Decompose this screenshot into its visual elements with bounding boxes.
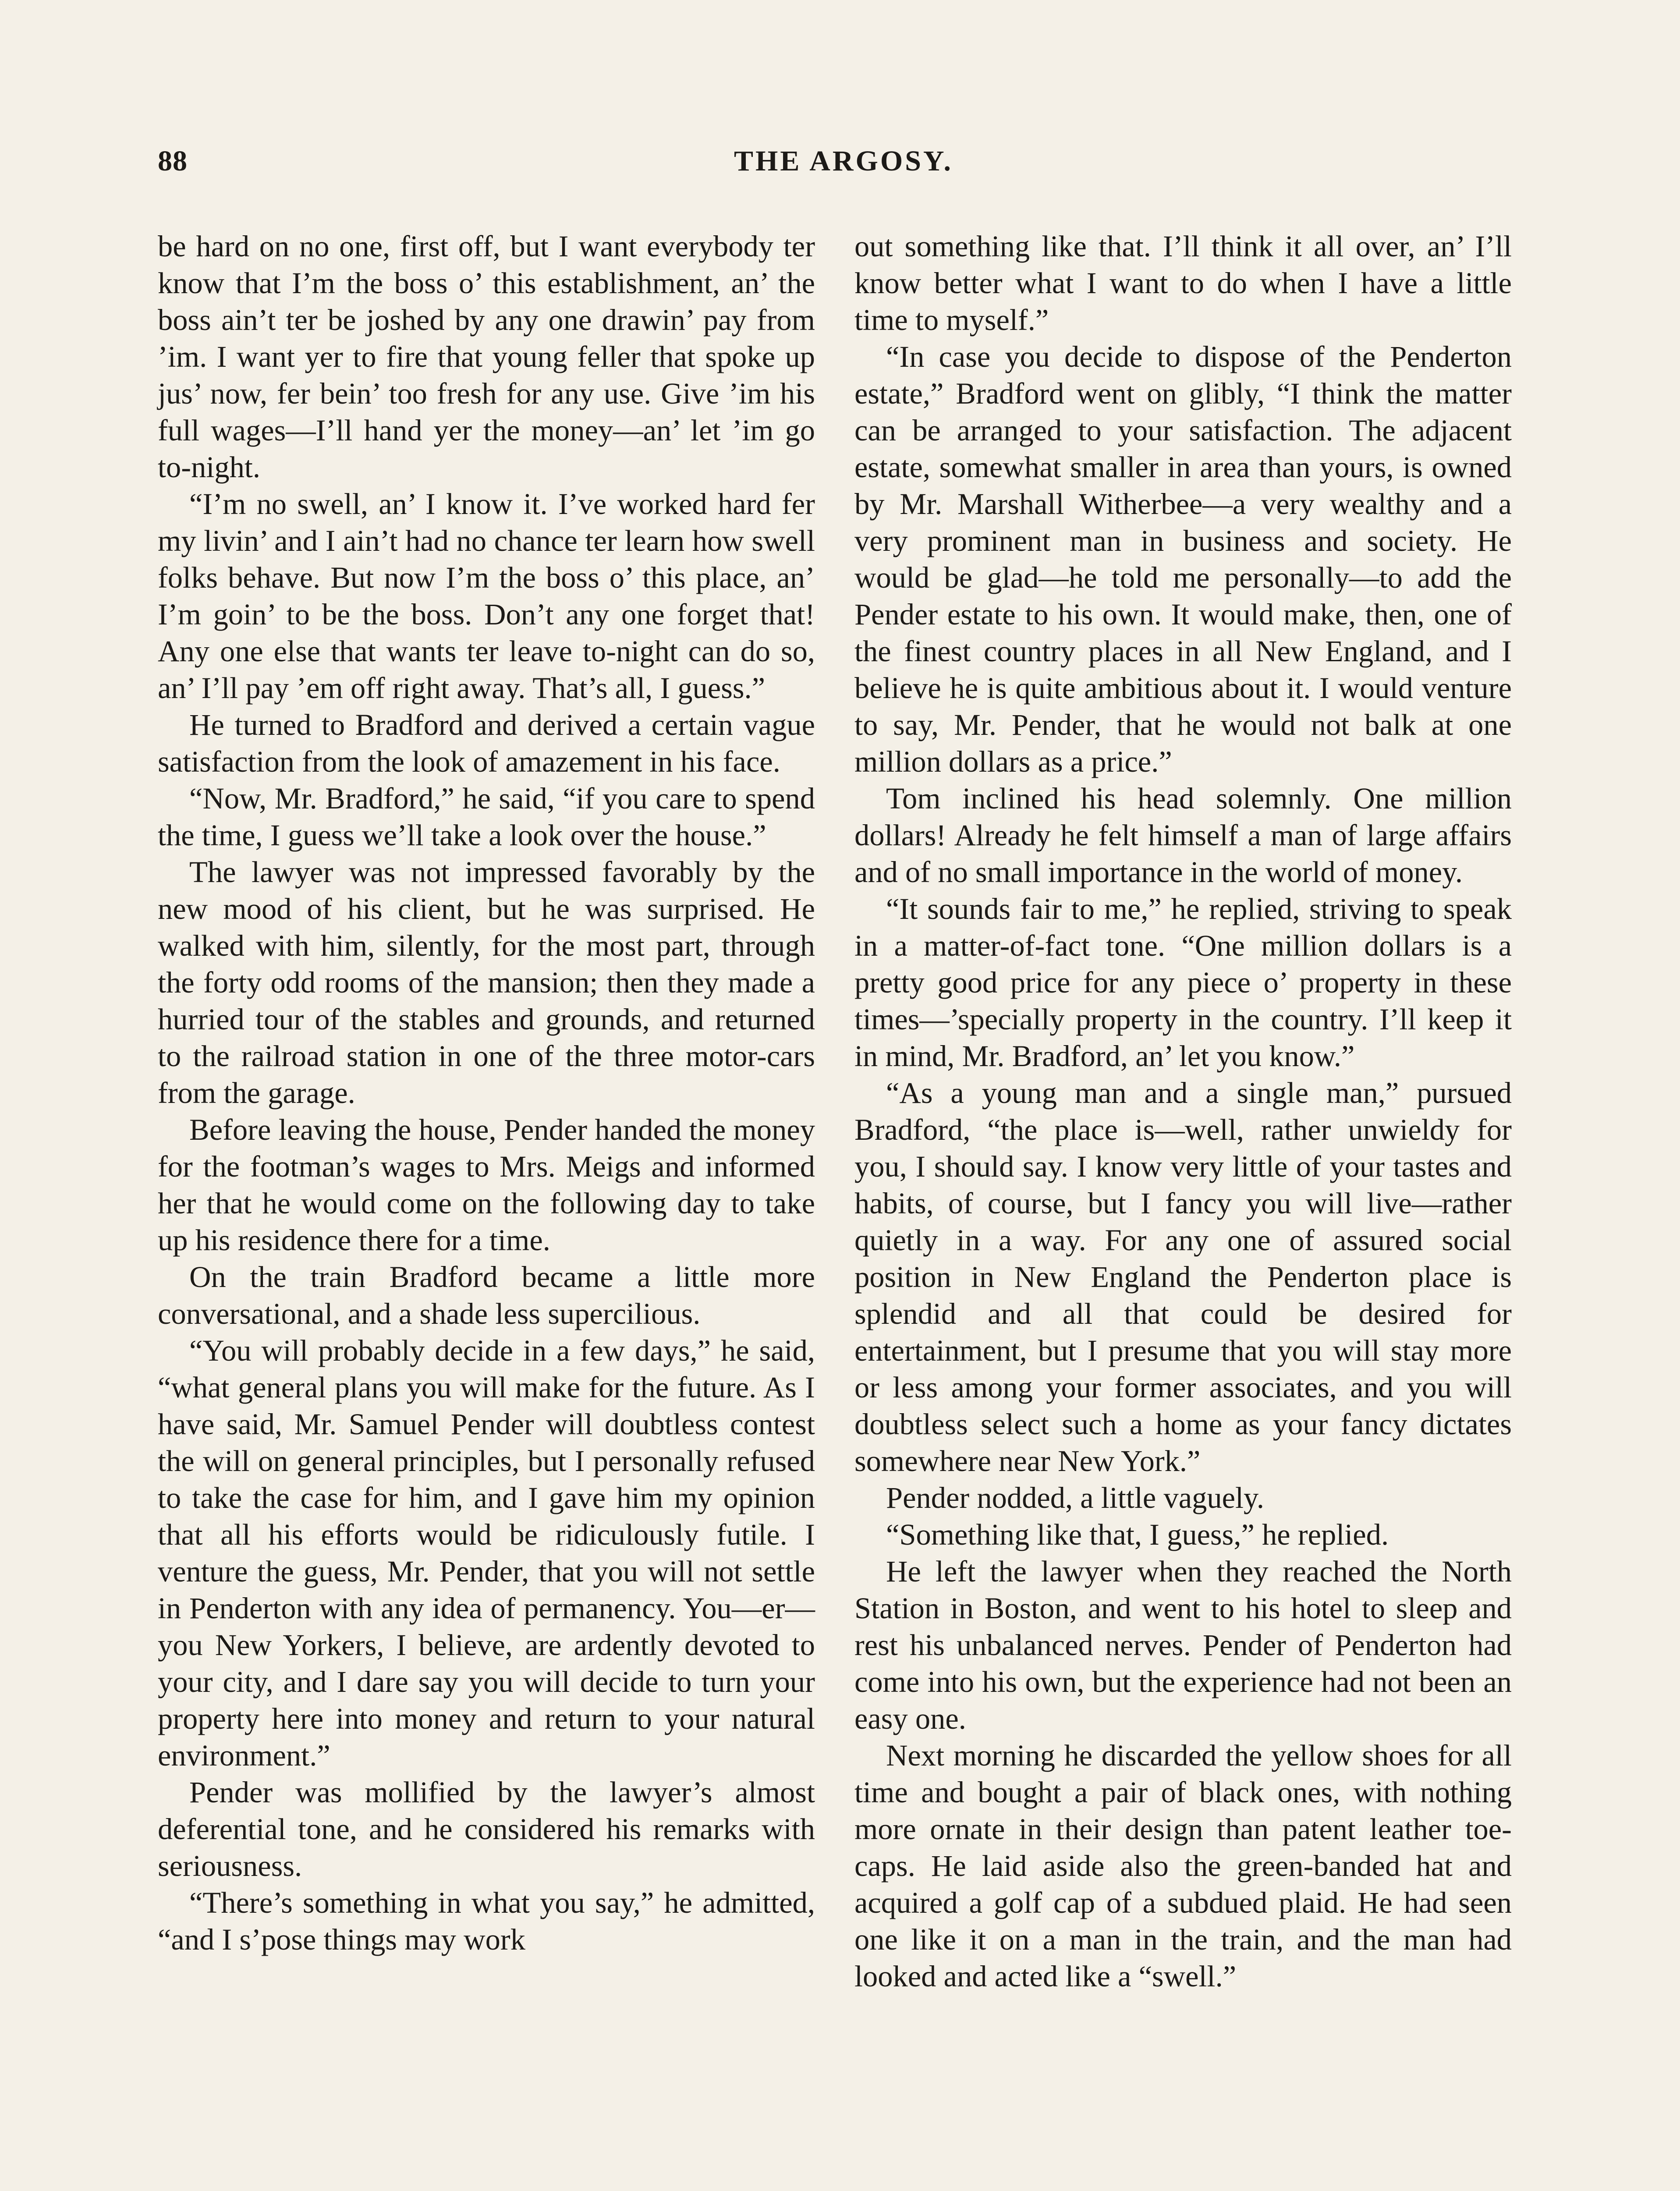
- paragraph: On the train Bradford became a little more conversational, and a shade less supercilious.: [158, 1260, 815, 1330]
- paragraph: Next morning he discarded the yellow shoes for all time and bought a pair of black ones, with nothing more ornate in their design than patent leather toe-caps. He laid aside also the green-banded hat and acquired a golf cap of a subdued plaid. He had seen one like it on a man in the train, and the man had looked and acted like a “swell.”: [854, 1739, 1512, 1993]
- left-column: [158, 228, 815, 1958]
- paragraph: “As a young man and a single man,” pursued Bradford, “the place is—well, rather unwieldy for you, I should say. I know very little of your tastes and habits, of course, but I fancy you will live—rather quietly in a way. For any one of assured social position in New England the Penderton place is splendid and all that could be desired for entertainment, but I presume that you will stay more or less among your former associates, and you will doubtless select such a home as your fancy dictates somewhere near New York.”: [854, 1076, 1512, 1478]
- paragraph: “You will probably decide in a few days,” he said, “what general plans you will make for the future. As I have said, Mr. Samuel Pender will doubtless contest the will on general principles, but I personally refused to take the case for him, and I gave him my opinion that all his efforts would be ridiculously futile. I venture the guess, Mr. Pender, that you will not settle in Penderton with any idea of permanency. You—er—you New Yorkers, I believe, are ardently devoted to your city, and I dare say you will decide to turn your property here into money and return to your natural environment.”: [158, 1334, 815, 1772]
- running-title: THE ARGOSY.: [734, 145, 953, 177]
- paragraph: He turned to Bradford and derived a certain vague satisfaction from the look of amazement in his face.: [158, 708, 815, 778]
- paragraph: The lawyer was not impressed favorably by the new mood of his client, but he was surprised. He walked with him, silently, for the most part, through the forty odd rooms of the mansion; then they made a hurried tour of the stables and grounds, and returned to the railroad station in one of the three motor-cars from the garage.: [158, 855, 815, 1110]
- paragraph: “In case you decide to dispose of the Penderton estate,” Bradford went on glibly, “I think the matter can be arranged to your satisfaction. The adjacent estate, somewhat smaller in area than yours, is owned by Mr. Marshall Witherbee—a very wealthy and a very prominent man in business and society. He would be glad—he told me personally—to add the Pender estate to his own. It would make, then, one of the finest country places in all New England, and I believe he is quite ambitious about it. I would venture to say, Mr. Pender, that he would not balk at one million dollars as a price.”: [854, 340, 1512, 778]
- paragraph: “Something like that, I guess,” he replied.: [886, 1518, 1389, 1551]
- paragraph: He left the lawyer when they reached the North Station in Boston, and went to his hotel to sleep and rest his unbalanced nerves. Pender of Penderton had come into his own, but the experience had not been an easy one.: [854, 1555, 1512, 1735]
- right-column: [854, 228, 1512, 1995]
- paragraph: “Now, Mr. Bradford,” he said, “if you care to spend the time, I guess we’ll take a look over the house.”: [158, 782, 815, 852]
- paragraph: “It sounds fair to me,” he replied, striving to speak in a matter-of-fact tone. “One million dollars is a pretty good price for any piece o’ property in these times—’specially property in the country. I’ll keep it in mind, Mr. Bradford, an’ let you know.”: [854, 892, 1512, 1073]
- paragraph: Pender nodded, a little vaguely.: [886, 1481, 1264, 1514]
- paragraph: Tom inclined his head solemnly. One million dollars! Already he felt himself a man of large affairs and of no small importance in the world of money.: [854, 782, 1512, 889]
- paragraph: “I’m no swell, an’ I know it. I’ve worked hard fer my livin’ and I ain’t had no chance ter learn how swell folks behave. But now I’m the boss o’ this place, an’ I’m goin’ to be the boss. Don’t any one forget that! Any one else that wants ter leave to-night can do so, an’ I’ll pay ’em off right away. That’s all, I guess.”: [158, 487, 815, 705]
- page-header: [158, 145, 1529, 193]
- paragraph: “There’s something in what you say,” he admitted, “and I s’pose things may work: [158, 1886, 815, 1956]
- paragraph: Before leaving the house, Pender handed the money for the footman’s wages to Mrs. Meigs and informed her that he would come on the following day to take up his residence there for a time.: [158, 1113, 815, 1257]
- page-number: 88: [158, 145, 188, 177]
- paragraph: Pender was mollified by the lawyer’s almost deferential tone, and he considered his remarks with seriousness.: [158, 1776, 815, 1883]
- paragraph: out something like that. I’ll think it all over, an’ I’ll know better what I want to do when I have a little time to myself.”: [854, 230, 1512, 337]
- paragraph: be hard on no one, first off, but I want everybody ter know that I’m the boss o’ this establishment, an’ the boss ain’t ter be joshed by any one drawin’ pay from ’im. I want yer to fire that young feller that spoke up jus’ now, fer bein’ too fresh for any use. Give ’im his full wages—I’ll hand yer the money—an’ let ’im go to-night.: [158, 230, 815, 484]
